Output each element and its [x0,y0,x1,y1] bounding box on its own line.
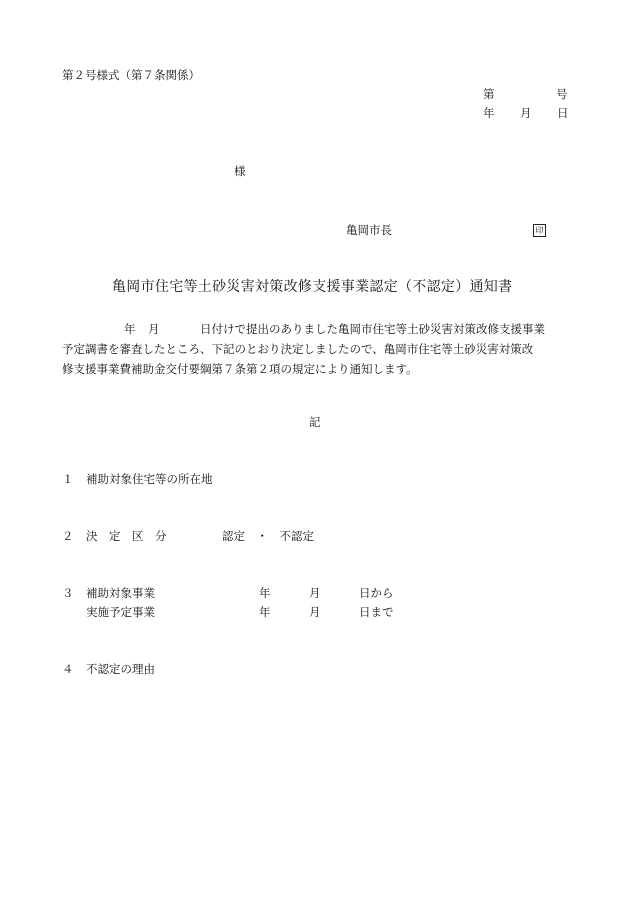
seal-mark: 印 [533,224,546,237]
body-year: 年 [124,322,136,336]
date-year: 年 [483,106,495,120]
body-line2: 予定調書を審査したところ、下記のとおり決定しましたので、亀岡市住宅等土砂災害対策改 [62,342,534,356]
row-a-day: 日から [359,586,394,600]
doc-title: 亀岡市住宅等土砂災害対策改修支援事業認定（不認定）通知書 [112,279,513,295]
number-dai: 第 [483,87,495,101]
item-label: 補助対象住宅等の所在地 [86,472,213,486]
form-label: 第２号様式（第７条関係） [62,68,200,82]
row-b-month: 月 [309,605,321,619]
ki-marker: 記 [309,415,321,429]
item-label: 不認定の理由 [86,662,155,676]
row-a-year: 年 [259,586,271,600]
body-line1-text: 日付けで提出のありました亀岡市住宅等土砂災害対策改修支援事業 [200,322,545,336]
item-number: ３ [62,586,74,600]
decision-options: 認定 ・ 不認定 [222,529,314,543]
item-label-a: 補助対象事業 [86,586,155,600]
date-day: 日 [557,106,569,120]
item-number: ４ [62,662,74,676]
row-b-year: 年 [259,605,271,619]
date-month: 月 [520,106,532,120]
recipient-suffix: 様 [234,164,246,178]
item-number: １ [62,472,74,486]
body-paragraph [62,319,582,379]
item-label-b: 実施予定事業 [86,605,155,619]
row-b-day: 日まで [359,605,394,619]
number-gou: 号 [556,87,568,101]
item-label: 決 定 区 分 [86,529,167,543]
item-number: ２ [62,529,74,543]
row-a-month: 月 [309,586,321,600]
issuer-title: 亀岡市長 [346,223,392,237]
body-line3: 修支援事業費補助金交付要綱第７条第２項の規定により通知します。 [62,362,418,376]
body-month: 月 [148,322,160,336]
